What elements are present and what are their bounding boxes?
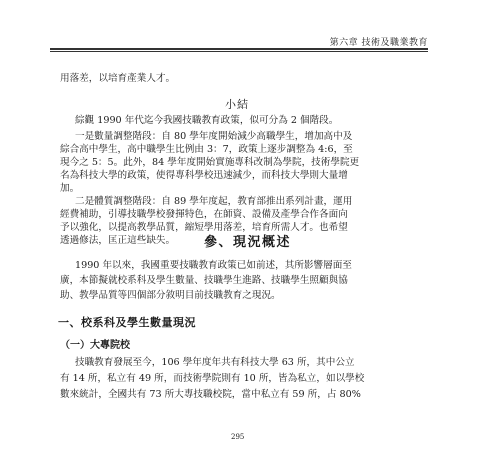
subsubsection-heading: （一）大專院校: [60, 340, 130, 351]
intro-line: 用落差，以培育產業人才。: [60, 73, 176, 84]
summary-heading: 小結: [225, 98, 249, 111]
summary-line: 加。: [60, 183, 80, 194]
summary-line: 綜合高中學生，高中職學生比例由 3：7，政策上逐步調整為 4:6，至: [60, 144, 353, 155]
summary-line: 透過修法，匡正這些缺失。: [60, 235, 176, 246]
summary-line: 二是體質調整階段：自 89 學年度起，教育部推出系列計畫，運用: [75, 196, 353, 207]
header-rule: [50, 48, 428, 50]
running-header: 第六章 技術及職業教育: [329, 38, 428, 48]
subsection-line: 數來統計，全國共有 73 所大專技職校院，當中私立有 59 所，占 80%: [60, 389, 361, 400]
page-number: 295: [231, 433, 245, 441]
header-rule-thin: [50, 51, 428, 52]
subsection-line: 有 14 所，私立有 49 所，而技術學院則有 10 所，皆為私立，如以學校: [60, 373, 365, 384]
summary-line: 一是數量調整階段：自 80 學年度開始減少高職學生，增加高中及: [75, 131, 353, 142]
summary-line: 名為科技大學的政策，使得專科學校迅速減少，而科技大學則大量增: [60, 170, 348, 181]
summary-line: 予以強化，以提高教學品質，縮短學用落差，培育所需人才。也希望: [60, 222, 348, 233]
section-line: 助、教學品質等四個部分敘明目前技職教育之現況。: [60, 290, 281, 301]
summary-line: 經費補助，引導技職學校發揮特色，在師資、設備及產學合作各面向: [60, 209, 348, 220]
subsection-heading: 一、校系科及學生數量現況: [58, 316, 196, 329]
summary-line: 綜觀 1990 年代迄今我國技職教育政策，似可分為 2 個階段。: [75, 115, 339, 126]
subsection-line: 技職教育發展至今，106 學年度年共有科技大學 63 所，其中公立: [75, 357, 355, 368]
section-line: 1990 年以來，我國重要技職教育政策已如前述，其所影響層面至: [75, 260, 352, 271]
section-title: 參、現況概述: [204, 235, 292, 250]
section-line: 廣，本節擬就校系科及學生數量、技職學生進路、技職學生照顧與協: [60, 275, 348, 286]
summary-line: 現今之 5：5。此外，84 學年度開始實施專科改制為學院，技術學院更: [60, 157, 360, 168]
